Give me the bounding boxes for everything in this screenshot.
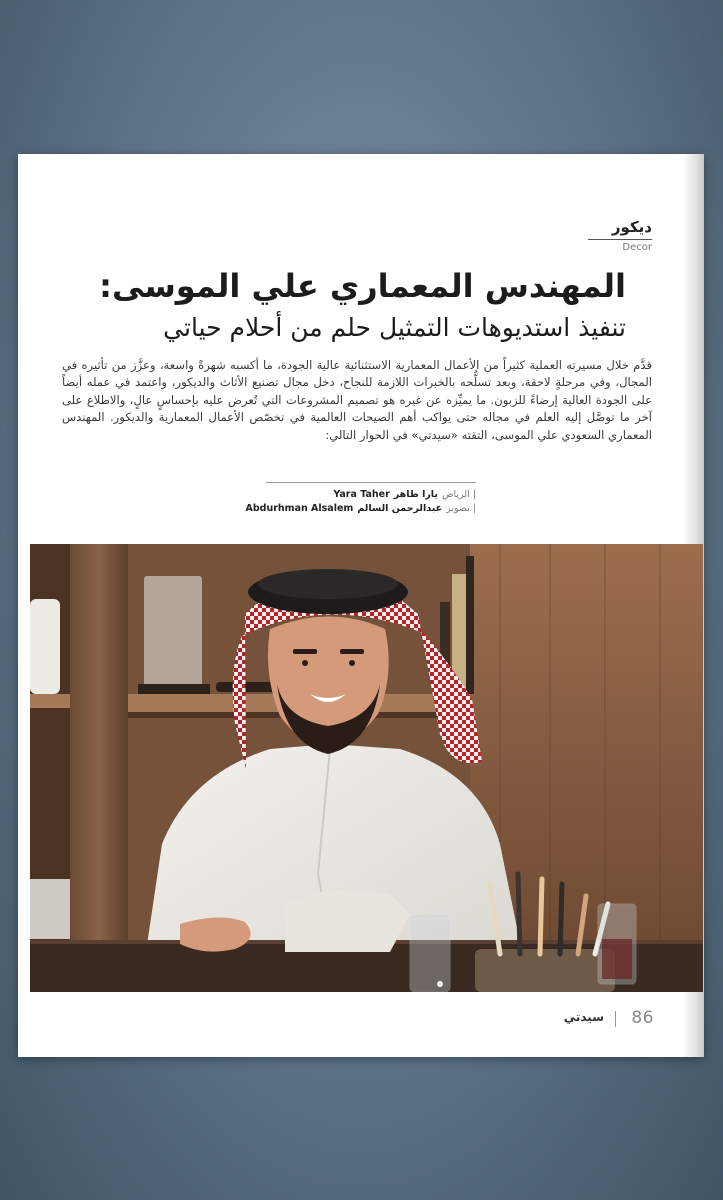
section-divider bbox=[588, 239, 652, 240]
article-credits bbox=[245, 482, 476, 516]
writer-name-arabic: يارا طاهر bbox=[393, 489, 438, 500]
photographer-label: تصوير | bbox=[446, 503, 476, 514]
writer-credit bbox=[256, 488, 476, 502]
section-title-arabic: ديكور bbox=[611, 218, 652, 236]
article-intro: قدَّم خلال مسيرته العملية كثيراً من الأعمال المعمارية الاستثنائية عالية الجودة، ما أكسبه شهرةً واسعة، وعزَّز من تأثيره في المجال، وفي مرحلةٍ لاحقة، وبعد تسلُّحه بالخبرات اللازمة للنجاح، دخل مجال تصنيع الأثاث والديكور، واعتمد في عمله أيضاً على الجودة العالية إرضاءً للزبون. ما يميِّزه عن غيره هو تصميم المشروعات التي تُعرض عليه بإحساسٍ عالٍ، والاطلاع على آخر ما توصَّل إليه العلم في مجاله حتى يواكب أهم الصيحات العالمية في تخصّص الأعمال المعمارية والديكور. المهندس المعماري السعودي علي الموسى، التقته «سيدتي» في الحوار التالي: bbox=[62, 358, 652, 442]
magazine-brand-logo: سيدتي bbox=[563, 1010, 604, 1024]
writer-location-label: الرياض | bbox=[441, 489, 476, 500]
article-subheadline: تنفيذ استديوهات التمثيل حلم من أحلام حياتي bbox=[163, 313, 626, 342]
photographer-name-arabic: عبدالرحمن السالم bbox=[357, 503, 443, 514]
magazine-page bbox=[18, 154, 704, 1057]
page-number: 86 bbox=[631, 1008, 654, 1028]
portrait-photo bbox=[30, 544, 703, 992]
section-label bbox=[532, 218, 652, 255]
photographer-name-english: Abdurhman Alsalem bbox=[245, 503, 354, 514]
article-headline: المهندس المعماري علي الموسى: bbox=[99, 267, 626, 305]
writer-name-english: Yara Taher bbox=[333, 489, 390, 500]
footer-divider bbox=[615, 1011, 616, 1027]
photographer-credit bbox=[245, 502, 476, 516]
credits-divider bbox=[266, 482, 476, 483]
section-title-english: Decor bbox=[622, 242, 652, 253]
